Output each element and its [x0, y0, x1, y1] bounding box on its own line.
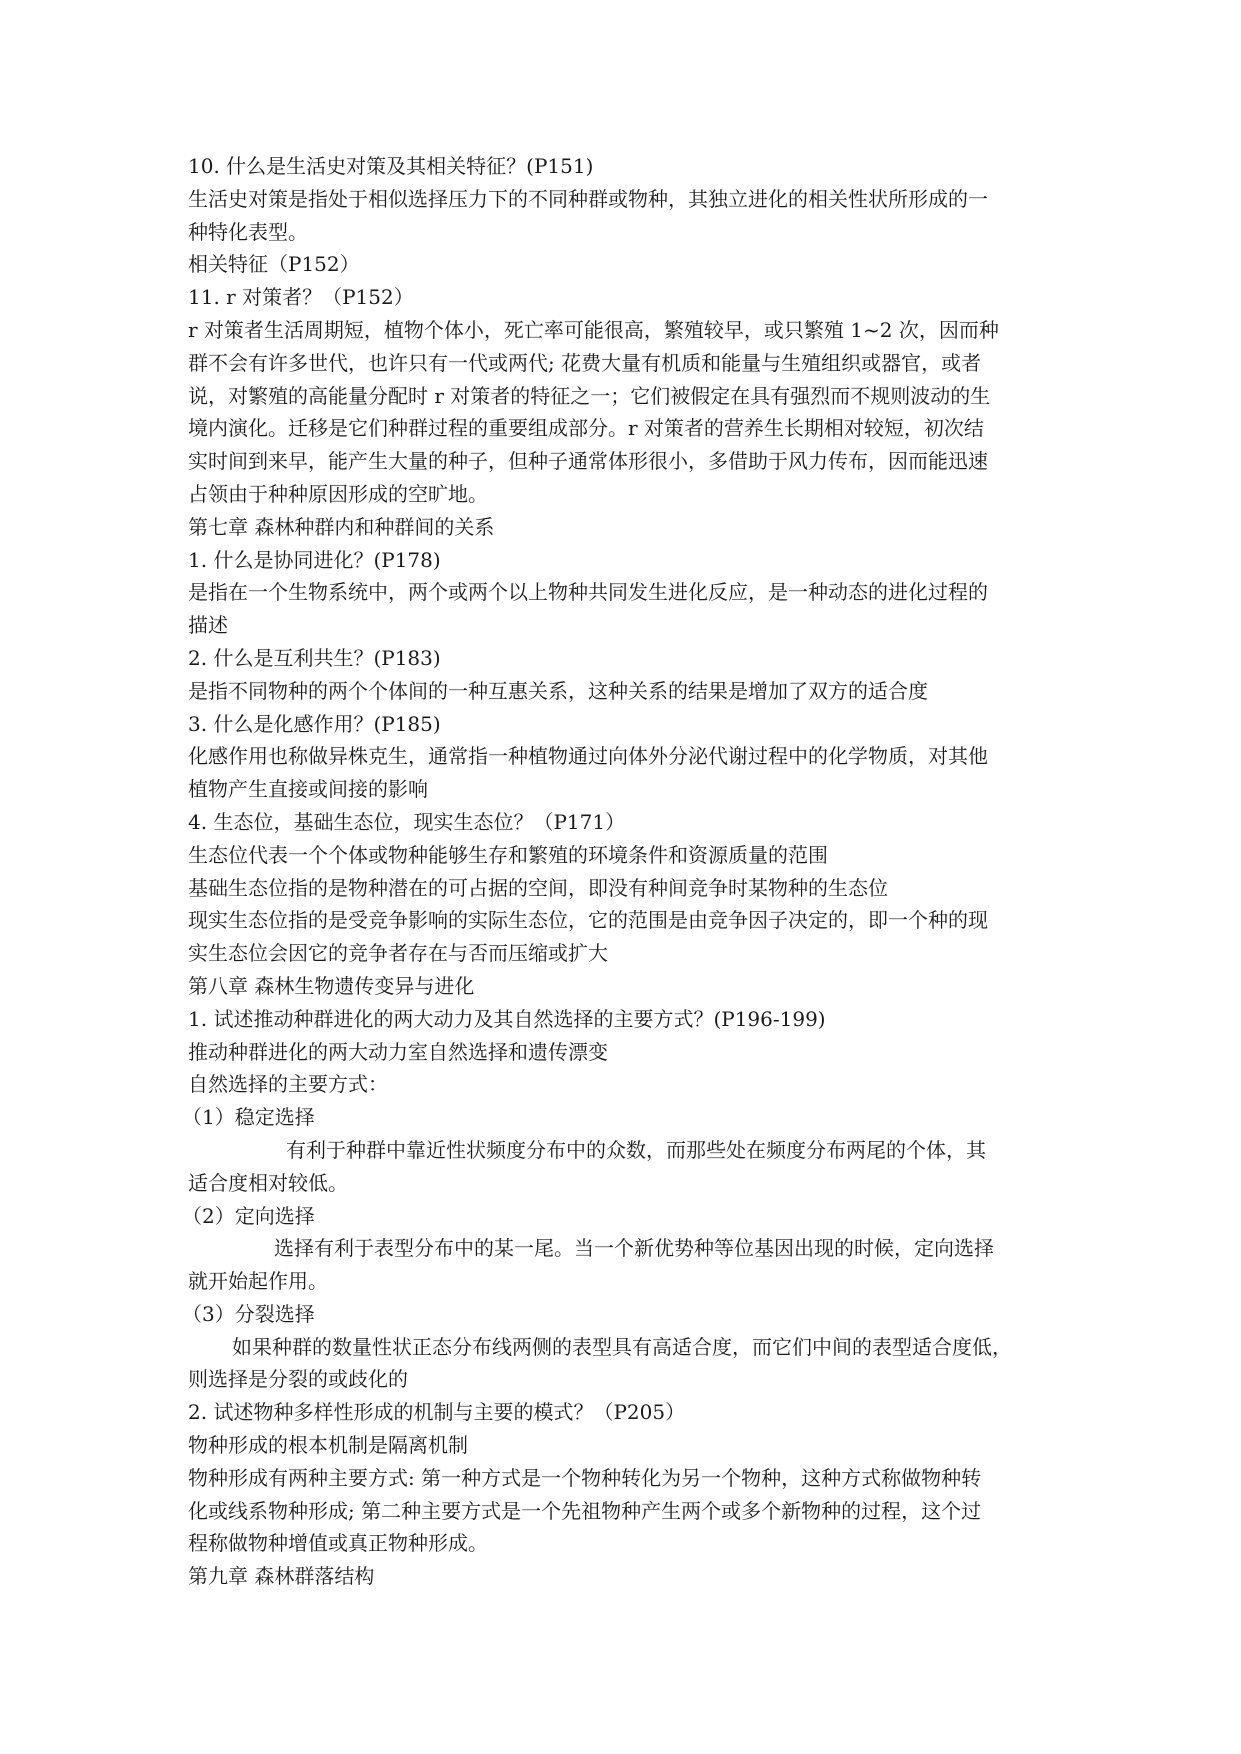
question-heading: 3. 什么是化感作用？(P185): [188, 711, 441, 736]
paragraph-line: 基础生态位指的是物种潜在的可占据的空间，即没有种间竞争时某物种的生态位: [188, 875, 888, 900]
chapter-heading: 第七章 森林种群内和种群间的关系: [188, 514, 495, 539]
paragraph-line: 描述: [188, 613, 228, 638]
question-heading: 1. 什么是协同进化？(P178): [188, 547, 441, 572]
paragraph-line: 就开始起作用。: [188, 1269, 328, 1294]
paragraph-line: r 对策者生活周期短，植物个体小，死亡率可能很高，繁殖较早，或只繁殖 1~2 次，因而种: [188, 317, 999, 342]
paragraph-line: 现实生态位指的是受竞争影响的实际生态位，它的范围是由竞争因子决定的，即一个种的现: [188, 908, 988, 933]
question-heading: 2. 什么是互利共生？(P183): [188, 645, 441, 670]
subheading: （3）分裂选择: [182, 1301, 315, 1326]
paragraph-line: 相关特征（P152）: [188, 252, 360, 277]
chapter-heading: 第八章 森林生物遗传变异与进化: [188, 973, 475, 998]
paragraph-line: 自然选择的主要方式：: [188, 1072, 388, 1097]
question-heading: 11. r 对策者？（P152）: [188, 285, 414, 310]
subheading: （1）稳定选择: [182, 1105, 315, 1130]
chapter-heading: 第九章 森林群落结构: [188, 1564, 375, 1589]
paragraph-line: 生态位代表一个个体或物种能够生存和繁殖的环境条件和资源质量的范围: [188, 842, 828, 867]
paragraph-line: 适合度相对较低。: [188, 1170, 348, 1195]
paragraph-line: 选择有利于表型分布中的某一尾。当一个新优势种等位基因出现的时候，定向选择: [274, 1236, 994, 1261]
paragraph-line: 境内演化。迁移是它们种群过程的重要组成部分。r 对策者的营养生长期相对较短，初次结: [188, 416, 984, 441]
paragraph-line: 是指不同物种的两个个体间的一种互惠关系，这种关系的结果是增加了双方的适合度: [188, 678, 928, 703]
paragraph-line: 植物产生直接或间接的影响: [188, 777, 428, 802]
paragraph-line: 如果种群的数量性状正态分布线两侧的表型具有高适合度，而它们中间的表型适合度低，: [232, 1334, 1012, 1359]
paragraph-line: 化感作用也称做异株克生，通常指一种植物通过向体外分泌代谢过程中的化学物质，对其他: [188, 744, 988, 769]
paragraph-line: 物种形成有两种主要方式: 第一种方式是一个物种转化为另一个物种，这种方式称做物种转: [188, 1465, 982, 1490]
paragraph-line: 实生态位会因它的竞争者存在与否而压缩或扩大: [188, 941, 608, 966]
paragraph-line: 生活史对策是指处于相似选择压力下的不同种群或物种，其独立进化的相关性状所形成的一: [188, 186, 988, 211]
subheading: （2）定向选择: [182, 1203, 315, 1228]
paragraph-line: 占领由于种种原因形成的空旷地。: [188, 481, 488, 506]
paragraph-line: 群不会有许多世代，也许只有一代或两代; 花费大量有机质和能量与生殖组织或器官，或者: [188, 350, 982, 375]
paragraph-line: 化或线系物种形成; 第二种主要方式是一个先祖物种产生两个或多个新物种的过程，这个过: [188, 1498, 982, 1523]
question-heading: 1. 试述推动种群进化的两大动力及其自然选择的主要方式？(P196-199): [188, 1006, 826, 1031]
document-body: [182, 150, 1058, 1593]
paragraph-line: 实时间到来早，能产生大量的种子，但种子通常体形很小，多借助于风力传布，因而能迅速: [188, 449, 988, 474]
paragraph-line: 程称做物种增值或真正物种形成。: [188, 1531, 488, 1556]
question-heading: 10. 什么是生活史对策及其相关特征？(P151): [188, 154, 594, 178]
question-heading: 2. 试述物种多样性形成的机制与主要的模式？（P205）: [188, 1400, 686, 1425]
paragraph-line: 有利于种群中靠近性状频度分布中的众数，而那些处在频度分布两尾的个体，其: [286, 1137, 986, 1162]
paragraph-line: 种特化表型。: [188, 219, 308, 244]
paragraph-line: 则选择是分裂的或歧化的: [188, 1367, 408, 1392]
paragraph-line: 物种形成的根本机制是隔离机制: [188, 1433, 468, 1458]
paragraph-line: 推动种群进化的两大动力室自然选择和遗传漂变: [188, 1039, 608, 1064]
paragraph-line: 是指在一个生物系统中，两个或两个以上物种共同发生进化反应，是一种动态的进化过程的: [188, 580, 988, 605]
paragraph-line: 说，对繁殖的高能量分配时 r 对策者的特征之一；它们被假定在具有强烈而不规则波动的生: [188, 383, 991, 408]
question-heading: 4. 生态位，基础生态位，现实生态位？（P171）: [188, 809, 626, 834]
